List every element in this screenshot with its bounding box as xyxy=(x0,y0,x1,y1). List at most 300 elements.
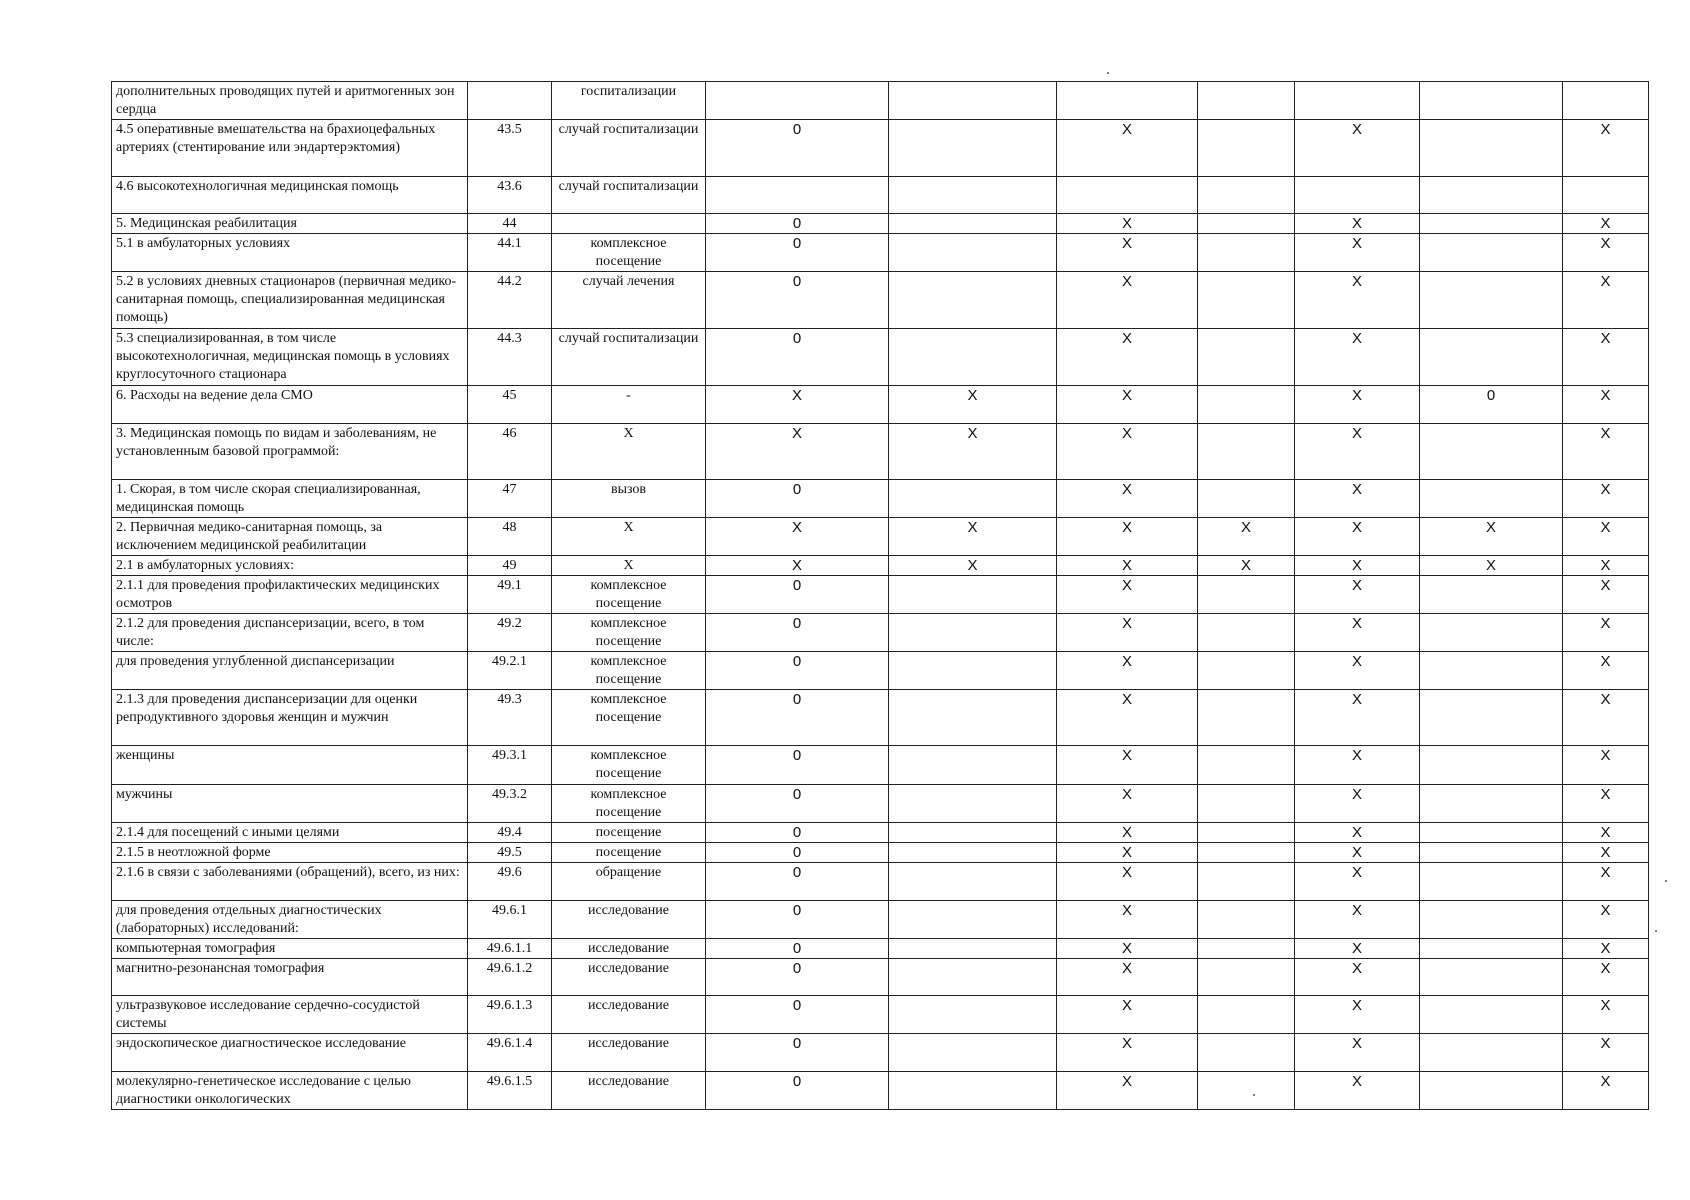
cell-col-4: 0 xyxy=(706,1072,889,1110)
table-row xyxy=(112,518,1649,556)
cell-col-10: X xyxy=(1563,959,1649,996)
cell-col-8: X xyxy=(1295,823,1420,843)
row-name: 2.1.1 для проведения профилактических медицинских осмотров xyxy=(112,576,468,614)
cell-col-6: X xyxy=(1057,863,1198,901)
cell-col-4: 0 xyxy=(706,843,889,863)
cell-col-9 xyxy=(1420,1034,1563,1072)
cell-col-7 xyxy=(1198,177,1295,214)
cell-col-5 xyxy=(889,480,1057,518)
row-name: 5.2 в условиях дневных стационаров (первичная медико-санитарная помощь, специализированная медицинская помощь) xyxy=(112,272,468,329)
cell-col-9 xyxy=(1420,214,1563,234)
row-code: 49.2 xyxy=(468,614,552,652)
row-unit: исследование xyxy=(552,939,706,959)
cell-col-10 xyxy=(1563,82,1649,120)
cell-col-8 xyxy=(1295,177,1420,214)
cell-col-9 xyxy=(1420,652,1563,690)
table-row xyxy=(112,863,1649,901)
cell-col-8: X xyxy=(1295,690,1420,746)
row-name: 2.1.3 для проведения диспансеризации для оценки репродуктивного здоровья женщин и мужчин xyxy=(112,690,468,746)
table-row xyxy=(112,996,1649,1034)
cell-col-8: X xyxy=(1295,214,1420,234)
cell-col-6: X xyxy=(1057,996,1198,1034)
cell-col-6: X xyxy=(1057,746,1198,785)
cell-col-10: X xyxy=(1563,843,1649,863)
cell-col-6: X xyxy=(1057,652,1198,690)
row-code: 44 xyxy=(468,214,552,234)
cell-col-9 xyxy=(1420,480,1563,518)
row-unit: случай госпитализации xyxy=(552,329,706,386)
cell-col-4: 0 xyxy=(706,746,889,785)
table-row xyxy=(112,843,1649,863)
cell-col-9 xyxy=(1420,576,1563,614)
cell-col-8: X xyxy=(1295,959,1420,996)
cell-col-5 xyxy=(889,690,1057,746)
row-code: 44.3 xyxy=(468,329,552,386)
cell-col-7 xyxy=(1198,614,1295,652)
cell-col-4: 0 xyxy=(706,329,889,386)
row-name: 5.1 в амбулаторных условиях xyxy=(112,234,468,272)
cell-col-10: X xyxy=(1563,556,1649,576)
cell-col-7 xyxy=(1198,959,1295,996)
cell-col-7: X xyxy=(1198,556,1295,576)
cell-col-10: X xyxy=(1563,386,1649,424)
cell-col-8: X xyxy=(1295,120,1420,177)
cell-col-6: X xyxy=(1057,518,1198,556)
cell-col-6: X xyxy=(1057,1034,1198,1072)
cell-col-4: 0 xyxy=(706,614,889,652)
cell-col-8: X xyxy=(1295,863,1420,901)
cell-col-5 xyxy=(889,1034,1057,1072)
row-code: 49.6.1.2 xyxy=(468,959,552,996)
row-code: 47 xyxy=(468,480,552,518)
row-name: ультразвуковое исследование сердечно-сосудистой системы xyxy=(112,996,468,1034)
row-unit: комплексное посещение xyxy=(552,576,706,614)
row-unit: посещение xyxy=(552,843,706,863)
row-unit: исследование xyxy=(552,901,706,939)
cell-col-4: 0 xyxy=(706,959,889,996)
table-row xyxy=(112,652,1649,690)
cell-col-10: X xyxy=(1563,424,1649,480)
row-name: 2.1.5 в неотложной форме xyxy=(112,843,468,863)
cell-col-5 xyxy=(889,939,1057,959)
cell-col-6 xyxy=(1057,177,1198,214)
cell-col-5 xyxy=(889,576,1057,614)
table-row xyxy=(112,272,1649,329)
cell-col-6: X xyxy=(1057,823,1198,843)
cell-col-7 xyxy=(1198,329,1295,386)
cell-col-8: X xyxy=(1295,576,1420,614)
row-unit: обращение xyxy=(552,863,706,901)
cell-col-8: X xyxy=(1295,386,1420,424)
row-code: 44.1 xyxy=(468,234,552,272)
row-code: 48 xyxy=(468,518,552,556)
cell-col-8: X xyxy=(1295,614,1420,652)
cell-col-7 xyxy=(1198,652,1295,690)
cell-col-10: X xyxy=(1563,1034,1649,1072)
cell-col-7 xyxy=(1198,272,1295,329)
row-code: 49.6.1.3 xyxy=(468,996,552,1034)
cell-col-4: X xyxy=(706,424,889,480)
row-name: для проведения отдельных диагностических (лабораторных) исследований: xyxy=(112,901,468,939)
cell-col-6: X xyxy=(1057,576,1198,614)
cell-col-10: X xyxy=(1563,480,1649,518)
cell-col-9 xyxy=(1420,746,1563,785)
row-name: компьютерная томография xyxy=(112,939,468,959)
cell-col-5 xyxy=(889,746,1057,785)
cell-col-9 xyxy=(1420,823,1563,843)
row-unit: комплексное посещение xyxy=(552,234,706,272)
table-row xyxy=(112,82,1649,120)
cell-col-5: X xyxy=(889,518,1057,556)
table-row xyxy=(112,939,1649,959)
cell-col-9: X xyxy=(1420,518,1563,556)
cell-col-6: X xyxy=(1057,480,1198,518)
row-code: 43.6 xyxy=(468,177,552,214)
table-row xyxy=(112,1034,1649,1072)
row-unit: комплексное посещение xyxy=(552,614,706,652)
cell-col-10: X xyxy=(1563,518,1649,556)
cell-col-7 xyxy=(1198,576,1295,614)
cell-col-4: 0 xyxy=(706,690,889,746)
row-name: магнитно-резонансная томография xyxy=(112,959,468,996)
row-code: 49.2.1 xyxy=(468,652,552,690)
row-unit: исследование xyxy=(552,1034,706,1072)
cell-col-10: X xyxy=(1563,863,1649,901)
table-row xyxy=(112,823,1649,843)
row-code: 49.6.1.5 xyxy=(468,1072,552,1110)
cell-col-4: 0 xyxy=(706,652,889,690)
row-unit: X xyxy=(552,518,706,556)
cell-col-5 xyxy=(889,785,1057,823)
cell-col-10: X xyxy=(1563,214,1649,234)
row-code: 44.2 xyxy=(468,272,552,329)
table-row xyxy=(112,177,1649,214)
cell-col-10: X xyxy=(1563,120,1649,177)
cell-col-4: 0 xyxy=(706,901,889,939)
row-name: мужчины xyxy=(112,785,468,823)
table-row xyxy=(112,690,1649,746)
cell-col-5: X xyxy=(889,556,1057,576)
row-unit: X xyxy=(552,424,706,480)
cell-col-6: X xyxy=(1057,329,1198,386)
cell-col-10: X xyxy=(1563,234,1649,272)
cell-col-10: X xyxy=(1563,1072,1649,1110)
cell-col-7 xyxy=(1198,82,1295,120)
table-row xyxy=(112,746,1649,785)
cell-col-5 xyxy=(889,272,1057,329)
row-unit xyxy=(552,214,706,234)
cell-col-7 xyxy=(1198,823,1295,843)
row-name: 2.1 в амбулаторных условиях: xyxy=(112,556,468,576)
cell-col-5 xyxy=(889,234,1057,272)
cell-col-4: X xyxy=(706,386,889,424)
cell-col-6: X xyxy=(1057,120,1198,177)
table-row xyxy=(112,1072,1649,1110)
row-code xyxy=(468,82,552,120)
cell-col-6 xyxy=(1057,82,1198,120)
cell-col-6: X xyxy=(1057,424,1198,480)
cell-col-5 xyxy=(889,329,1057,386)
cell-col-5 xyxy=(889,614,1057,652)
row-code: 46 xyxy=(468,424,552,480)
cell-col-5 xyxy=(889,120,1057,177)
cell-col-8: X xyxy=(1295,843,1420,863)
cell-col-10: X xyxy=(1563,823,1649,843)
row-code: 49.3.2 xyxy=(468,785,552,823)
table-row xyxy=(112,785,1649,823)
cell-col-9 xyxy=(1420,785,1563,823)
cell-col-6: X xyxy=(1057,939,1198,959)
row-name: 3. Медицинская помощь по видам и заболеваниям, не установленным базовой программой: xyxy=(112,424,468,480)
row-name: 2.1.2 для проведения диспансеризации, всего, в том числе: xyxy=(112,614,468,652)
cell-col-10: X xyxy=(1563,901,1649,939)
cell-col-4: X xyxy=(706,518,889,556)
cell-col-8: X xyxy=(1295,652,1420,690)
cell-col-5 xyxy=(889,959,1057,996)
row-unit: вызов xyxy=(552,480,706,518)
row-name: эндоскопическое диагностическое исследование xyxy=(112,1034,468,1072)
row-unit: посещение xyxy=(552,823,706,843)
cell-col-5 xyxy=(889,901,1057,939)
cell-col-9 xyxy=(1420,82,1563,120)
row-unit: комплексное посещение xyxy=(552,652,706,690)
row-code: 45 xyxy=(468,386,552,424)
row-name: 4.6 высокотехнологичная медицинская помощь xyxy=(112,177,468,214)
cell-col-5 xyxy=(889,996,1057,1034)
row-name: дополнительных проводящих путей и аритмогенных зон сердца xyxy=(112,82,468,120)
row-unit: комплексное посещение xyxy=(552,746,706,785)
cell-col-10: X xyxy=(1563,614,1649,652)
cell-col-8: X xyxy=(1295,234,1420,272)
cell-col-7: X xyxy=(1198,518,1295,556)
cell-col-9 xyxy=(1420,120,1563,177)
cell-col-7 xyxy=(1198,386,1295,424)
cell-col-5 xyxy=(889,863,1057,901)
cell-col-8: X xyxy=(1295,1072,1420,1110)
cell-col-4 xyxy=(706,82,889,120)
row-name: женщины xyxy=(112,746,468,785)
cell-col-6: X xyxy=(1057,614,1198,652)
table-row xyxy=(112,386,1649,424)
cell-col-6: X xyxy=(1057,386,1198,424)
cell-col-10: X xyxy=(1563,785,1649,823)
cell-col-4: 0 xyxy=(706,214,889,234)
cell-col-4: 0 xyxy=(706,576,889,614)
row-code: 49 xyxy=(468,556,552,576)
cell-col-9 xyxy=(1420,690,1563,746)
row-name: 6. Расходы на ведение дела СМО xyxy=(112,386,468,424)
cell-col-9: 0 xyxy=(1420,386,1563,424)
cell-col-10: X xyxy=(1563,746,1649,785)
row-unit: комплексное посещение xyxy=(552,690,706,746)
table-row xyxy=(112,901,1649,939)
table-row xyxy=(112,614,1649,652)
row-unit: X xyxy=(552,556,706,576)
cell-col-7 xyxy=(1198,690,1295,746)
row-unit: госпитализации xyxy=(552,82,706,120)
row-unit: случай лечения xyxy=(552,272,706,329)
cell-col-10: X xyxy=(1563,939,1649,959)
cell-col-10: X xyxy=(1563,272,1649,329)
cell-col-4: 0 xyxy=(706,823,889,843)
row-unit: случай госпитализации xyxy=(552,120,706,177)
cell-col-6: X xyxy=(1057,556,1198,576)
cell-col-10: X xyxy=(1563,329,1649,386)
table-row xyxy=(112,576,1649,614)
row-name: молекулярно-генетическое исследование с целью диагностики онкологических xyxy=(112,1072,468,1110)
cell-col-9 xyxy=(1420,996,1563,1034)
cell-col-10: X xyxy=(1563,996,1649,1034)
cell-col-7 xyxy=(1198,746,1295,785)
cell-col-6: X xyxy=(1057,843,1198,863)
table-body xyxy=(112,82,1649,1110)
row-name: 2.1.6 в связи с заболеваниями (обращений), всего, из них: xyxy=(112,863,468,901)
row-code: 49.4 xyxy=(468,823,552,843)
row-name: для проведения углубленной диспансеризации xyxy=(112,652,468,690)
cell-col-5 xyxy=(889,1072,1057,1110)
row-code: 49.3 xyxy=(468,690,552,746)
row-unit: исследование xyxy=(552,1072,706,1110)
cell-col-5: X xyxy=(889,424,1057,480)
cell-col-4: X xyxy=(706,556,889,576)
cell-col-7 xyxy=(1198,863,1295,901)
cell-col-9 xyxy=(1420,863,1563,901)
row-unit: исследование xyxy=(552,996,706,1034)
cell-col-9 xyxy=(1420,1072,1563,1110)
cell-col-5 xyxy=(889,823,1057,843)
cell-col-10: X xyxy=(1563,652,1649,690)
cell-col-10: X xyxy=(1563,576,1649,614)
cell-col-5 xyxy=(889,214,1057,234)
row-code: 49.5 xyxy=(468,843,552,863)
cell-col-9 xyxy=(1420,424,1563,480)
cell-col-4: 0 xyxy=(706,785,889,823)
row-code: 49.6.1.1 xyxy=(468,939,552,959)
row-code: 49.1 xyxy=(468,576,552,614)
cell-col-8 xyxy=(1295,82,1420,120)
cell-col-8: X xyxy=(1295,480,1420,518)
row-code: 49.6 xyxy=(468,863,552,901)
cell-col-8: X xyxy=(1295,901,1420,939)
cell-col-7 xyxy=(1198,1072,1295,1110)
cell-col-8: X xyxy=(1295,272,1420,329)
medical-care-table xyxy=(111,81,1649,1110)
cell-col-9 xyxy=(1420,959,1563,996)
row-unit: случай госпитализации xyxy=(552,177,706,214)
cell-col-7 xyxy=(1198,996,1295,1034)
cell-col-9 xyxy=(1420,329,1563,386)
cell-col-10 xyxy=(1563,177,1649,214)
cell-col-4: 0 xyxy=(706,1034,889,1072)
scan-speck xyxy=(1665,880,1667,882)
row-code: 49.6.1.4 xyxy=(468,1034,552,1072)
cell-col-9 xyxy=(1420,843,1563,863)
row-code: 43.5 xyxy=(468,120,552,177)
cell-col-7 xyxy=(1198,424,1295,480)
row-name: 5. Медицинская реабилитация xyxy=(112,214,468,234)
row-unit: - xyxy=(552,386,706,424)
cell-col-4 xyxy=(706,177,889,214)
cell-col-8: X xyxy=(1295,329,1420,386)
cell-col-10: X xyxy=(1563,690,1649,746)
cell-col-5 xyxy=(889,177,1057,214)
cell-col-8: X xyxy=(1295,785,1420,823)
cell-col-4: 0 xyxy=(706,234,889,272)
scan-speck xyxy=(1655,930,1657,932)
cell-col-4: 0 xyxy=(706,272,889,329)
cell-col-6: X xyxy=(1057,690,1198,746)
cell-col-7 xyxy=(1198,120,1295,177)
row-code: 49.3.1 xyxy=(468,746,552,785)
cell-col-5 xyxy=(889,652,1057,690)
table-row xyxy=(112,214,1649,234)
cell-col-7 xyxy=(1198,785,1295,823)
row-name: 4.5 оперативные вмешательства на брахиоцефальных артериях (стентирование или эндартерэктомия) xyxy=(112,120,468,177)
cell-col-7 xyxy=(1198,843,1295,863)
cell-col-8: X xyxy=(1295,424,1420,480)
row-name: 2. Первичная медико-санитарная помощь, за исключением медицинской реабилитации xyxy=(112,518,468,556)
cell-col-6: X xyxy=(1057,901,1198,939)
cell-col-9 xyxy=(1420,177,1563,214)
row-name: 1. Скорая, в том числе скорая специализированная, медицинская помощь xyxy=(112,480,468,518)
cell-col-6: X xyxy=(1057,234,1198,272)
cell-col-4: 0 xyxy=(706,996,889,1034)
cell-col-4: 0 xyxy=(706,939,889,959)
cell-col-6: X xyxy=(1057,1072,1198,1110)
cell-col-7 xyxy=(1198,234,1295,272)
row-name: 2.1.4 для посещений с иными целями xyxy=(112,823,468,843)
cell-col-8: X xyxy=(1295,939,1420,959)
table-row xyxy=(112,480,1649,518)
cell-col-7 xyxy=(1198,901,1295,939)
cell-col-8: X xyxy=(1295,556,1420,576)
cell-col-7 xyxy=(1198,214,1295,234)
table-row xyxy=(112,556,1649,576)
cell-col-5 xyxy=(889,82,1057,120)
cell-col-8: X xyxy=(1295,746,1420,785)
cell-col-6: X xyxy=(1057,959,1198,996)
cell-col-6: X xyxy=(1057,272,1198,329)
row-unit: комплексное посещение xyxy=(552,785,706,823)
cell-col-9 xyxy=(1420,939,1563,959)
cell-col-8: X xyxy=(1295,996,1420,1034)
scan-speck xyxy=(1107,72,1109,74)
row-code: 49.6.1 xyxy=(468,901,552,939)
cell-col-6: X xyxy=(1057,785,1198,823)
cell-col-7 xyxy=(1198,939,1295,959)
cell-col-7 xyxy=(1198,480,1295,518)
cell-col-8: X xyxy=(1295,518,1420,556)
cell-col-5 xyxy=(889,843,1057,863)
table-row xyxy=(112,120,1649,177)
cell-col-7 xyxy=(1198,1034,1295,1072)
cell-col-6: X xyxy=(1057,214,1198,234)
cell-col-4: 0 xyxy=(706,480,889,518)
row-name: 5.3 специализированная, в том числе высокотехнологичная, медицинская помощь в условиях круглосуточного стационара xyxy=(112,329,468,386)
cell-col-8: X xyxy=(1295,1034,1420,1072)
table-row xyxy=(112,329,1649,386)
cell-col-9 xyxy=(1420,272,1563,329)
row-unit: исследование xyxy=(552,959,706,996)
cell-col-9 xyxy=(1420,234,1563,272)
table-row xyxy=(112,234,1649,272)
table-row xyxy=(112,424,1649,480)
table-row xyxy=(112,959,1649,996)
cell-col-5: X xyxy=(889,386,1057,424)
cell-col-4: 0 xyxy=(706,120,889,177)
cell-col-9: X xyxy=(1420,556,1563,576)
cell-col-9 xyxy=(1420,901,1563,939)
